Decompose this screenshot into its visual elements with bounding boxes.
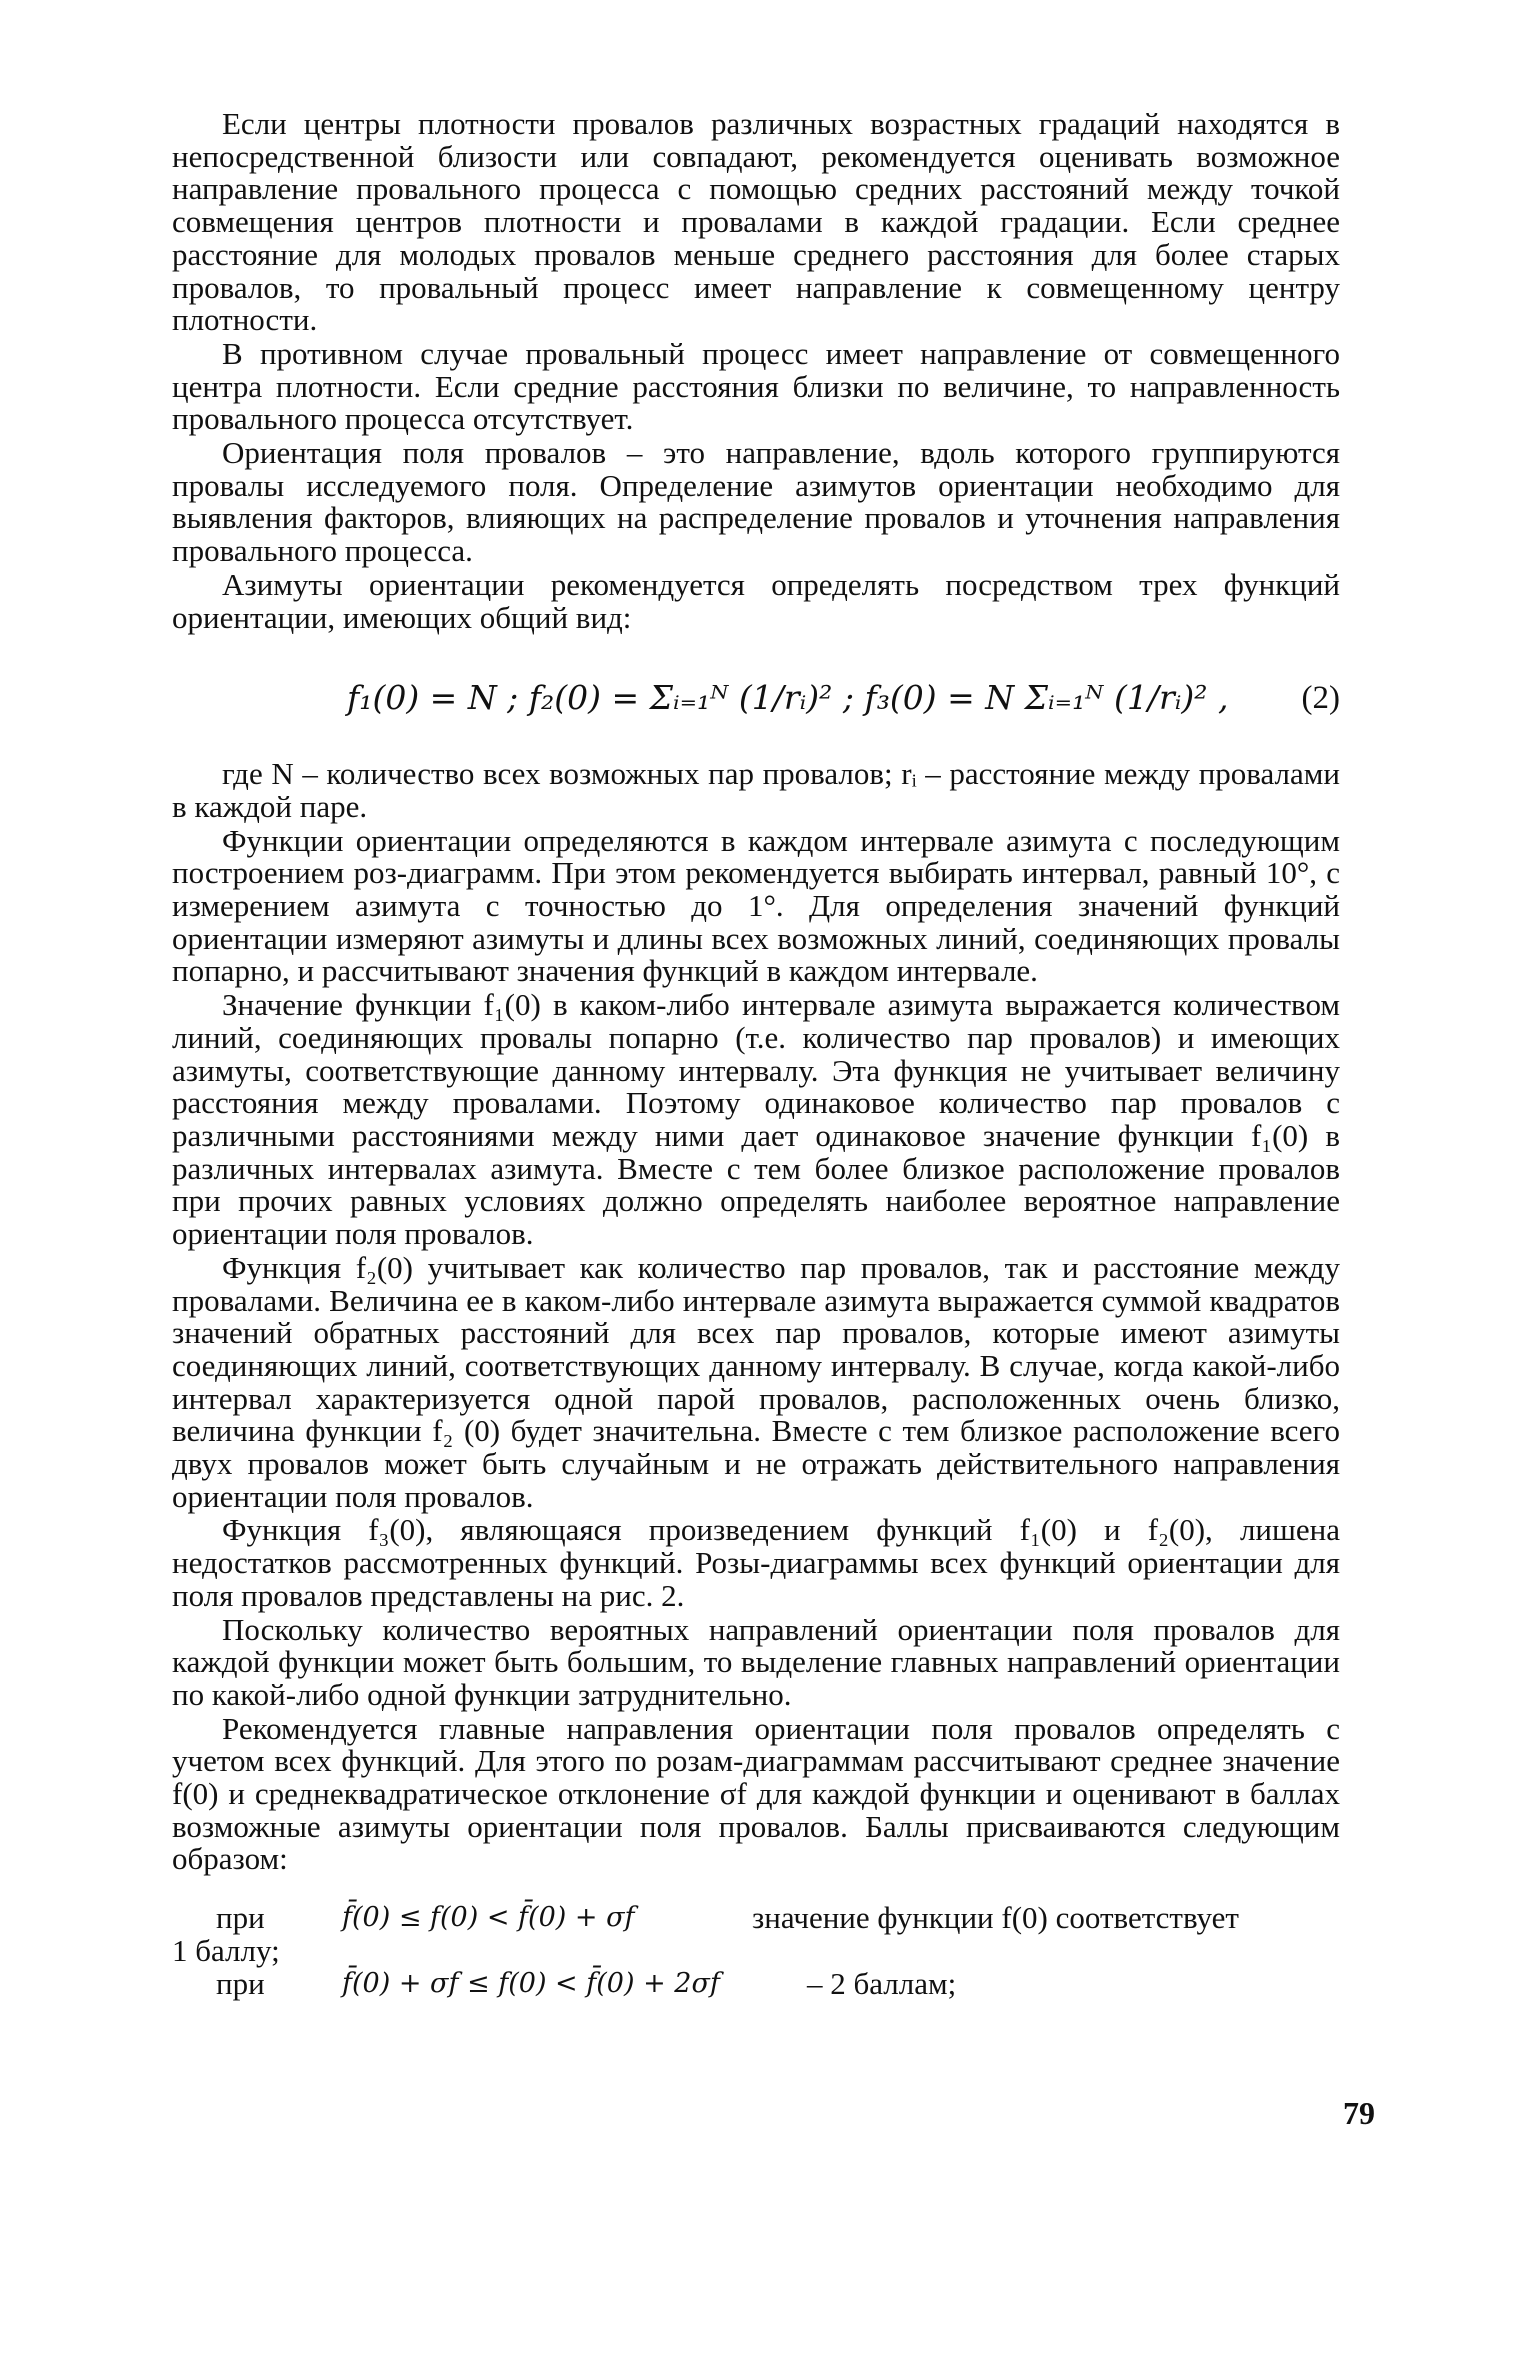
condition-inequality: f̄(0) ≤ f(0) < f̄(0) + σf xyxy=(342,1902,635,1934)
condition-row-1 xyxy=(172,1902,1340,1935)
condition-row-2 xyxy=(172,1965,1340,2001)
paragraph: Рекомендуется главные направления ориентации поля провалов определять с учетом всех функций. Для этого по розам-диаграммам рассчитывают среднее значение f(0) и среднеквадратическое отклонение σf для каждой функции и оценивают в баллах возможные азимуты ориентации поля провалов. Баллы присваиваются следующим образом: xyxy=(172,1710,1340,1877)
condition-result: значение функции f(0) соответствует xyxy=(752,1900,1239,1936)
paragraph: Поскольку количество вероятных направлений ориентации поля провалов для каждой функции может быть большим, то выделение главных направлений ориентации по какой-либо одной функции затруднительно. xyxy=(172,1611,1340,1712)
equation-expression: f₁(0) = N ; f₂(0) = Σᵢ₌₁ᴺ (1/rᵢ)² ; f₃(0) = N Σᵢ₌₁ᴺ (1/rᵢ)² , xyxy=(347,677,1229,717)
condition-continuation: 1 баллу; xyxy=(172,1932,280,1968)
equation-2 xyxy=(172,652,1340,744)
paragraph: Функция f₃(0), являющаяся произведением функций f₁(0) и f₂(0), лишена недостатков рассмотренных функций. Розы-диаграммы всех функций ориентации для поля провалов представлены на рис. 2. xyxy=(172,1512,1340,1613)
paragraph: Функции ориентации определяются в каждом интервале азимута с последующим построением роз-диаграмм. При этом рекомендуется выбирать интервал, равный 10°, с измерением азимута с точностью до 1°. Для определения значений функций ориентации измеряют азимуты и длины всех возможных линий, соединяющих провалы попарно, и рассчитывают значения функций в каждом интервале. xyxy=(172,822,1340,989)
paragraph: Если центры плотности провалов различных возрастных градаций находятся в непосредственной близости или совпадают, рекомендуется оценивать возможное направление провального процесса с помощью средних расстояний между точкой совмещения центров плотности и провалами в каждой градации. Если среднее расстояние для молодых провалов меньше среднего расстояния для более старых провалов, то провальный процесс имеет направление к совмещенному центру плотности. xyxy=(172,106,1340,338)
condition-label: при xyxy=(216,1900,265,1936)
paragraph: Функция f₂(0) учитывает как количество пар провалов, так и расстояние между провалами. Величина ее в каком-либо интервале азимута выражается суммой квадратов значений обратных расстояний для всех пар провалов, которые имеют азимуты соединяющих линий, соответствующих данному интервалу. В случае, когда какой-либо интервал характеризуется одной парой провалов, расположенных очень близко, величина функции f₂ (0) будет значительна. Вместе с тем близкое расположение всего двух провалов может быть случайным и не отражать действительного направления ориентации поля провалов. xyxy=(172,1249,1340,1514)
condition-label: при xyxy=(216,1965,265,2001)
page-body xyxy=(172,108,1340,2000)
condition-inequality: f̄(0) + σf ≤ f(0) < f̄(0) + 2σf xyxy=(342,1967,720,1999)
paragraph: Ориентация поля провалов – это направление, вдоль которого группируются провалы исследуемого поля. Определение азимутов ориентации необходимо для выявления факторов, влияющих на распределение провалов и уточнения направления провального процесса. xyxy=(172,435,1340,569)
paragraph: В противном случае провальный процесс имеет направление от совмещенного центра плотности. Если средние расстояния близки по величине, то направленность провального процесса отсутствует. xyxy=(172,335,1340,437)
condition-result: – 2 баллам; xyxy=(807,1965,957,2001)
paragraph: Значение функции f₁(0) в каком-либо интервале азимута выражается количеством линий, соединяющих провалы попарно (т.е. количество пар провалов) и имеющих азимуты, соответствующие данному интервалу. Эта функция не учитывает величину расстояния между провалами. Поэтому одинаковое количество пар провалов с различными расстояниями между ними дает одинаковое значение функции f₁(0) в различных интервалах азимута. Вместе с тем более близкое расположение провалов при прочих равных условиях должно определять наиболее вероятное направление ориентации поля провалов. xyxy=(172,987,1340,1252)
paragraph: Азимуты ориентации рекомендуется определять посредством трех функций ориентации, имеющих общий вид: xyxy=(172,566,1340,635)
page-number: 79 xyxy=(1343,2095,1375,2131)
equation-number: (2) xyxy=(1301,679,1340,716)
paragraph: где N – количество всех возможных пар провалов; rᵢ – расстояние между провалами в каждой паре. xyxy=(172,756,1340,824)
